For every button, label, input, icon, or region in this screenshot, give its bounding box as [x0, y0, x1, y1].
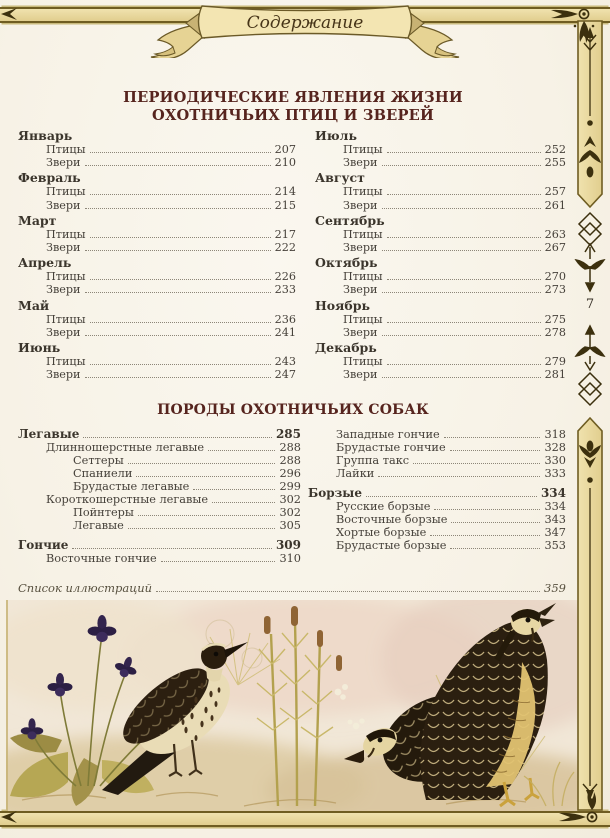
dot-leader	[85, 335, 271, 336]
toc-entry-page: 252	[544, 143, 566, 156]
toc-entry-label: Брудастые борзые	[336, 539, 447, 552]
toc-entry-page: 353	[544, 539, 566, 552]
dot-leader	[382, 292, 541, 293]
month-name: Июнь	[18, 340, 61, 356]
toc-entry-label: Звери	[46, 283, 81, 297]
toc-entry-page: 226	[274, 270, 296, 284]
dot-leader	[193, 489, 275, 490]
toc-entry	[315, 355, 566, 368]
toc-entry-label: Русские борзые	[336, 500, 431, 513]
dot-leader	[387, 322, 541, 323]
dot-leader	[387, 364, 541, 365]
toc-entry-label: Птицы	[343, 227, 383, 241]
dot-leader	[387, 279, 541, 280]
month-name: Октябрь	[315, 255, 378, 271]
dot-leader	[382, 208, 541, 209]
month-name: Апрель	[18, 255, 72, 271]
month-name: Август	[315, 170, 365, 186]
illustrations-list-entry	[18, 581, 566, 595]
toc-entry	[315, 228, 566, 241]
toc-entry-page: 243	[274, 355, 296, 369]
month-block	[18, 256, 296, 296]
toc-entry-label: Лайки	[336, 467, 375, 480]
toc-entry-page: 288	[279, 441, 301, 454]
toc-entry	[18, 428, 301, 441]
toc-entry	[308, 428, 566, 441]
toc-entry-page: 236	[274, 312, 296, 326]
toc-entry-label: Звери	[343, 198, 378, 212]
toc-entry	[315, 199, 566, 212]
toc-entry-page: 299	[279, 480, 301, 493]
toc-entry-label: Спаниели	[73, 467, 133, 480]
toc-entry-page: 309	[275, 538, 301, 552]
toc-entry-page: 273	[544, 283, 566, 297]
toc-entry-page: 279	[544, 355, 566, 369]
month-block	[18, 341, 296, 381]
toc-entry	[308, 441, 566, 454]
toc-entry	[315, 143, 566, 156]
toc-entry-label: Гончие	[18, 538, 69, 552]
illustration-left-rule	[6, 600, 8, 811]
page-number: 7	[585, 297, 595, 312]
toc-entry	[315, 326, 566, 339]
toc-entry	[18, 441, 301, 454]
dot-leader	[136, 476, 275, 477]
dot-leader	[90, 152, 271, 153]
toc-entry	[315, 156, 566, 169]
contents-ribbon-banner	[140, 0, 470, 58]
toc-entry-label: Птицы	[343, 270, 383, 284]
dot-leader	[366, 496, 537, 497]
toc-entry	[315, 241, 566, 254]
toc-entry-page: 215	[274, 198, 296, 212]
toc-entry	[315, 368, 566, 381]
month-block	[315, 341, 566, 381]
toc-entry-label: Птицы	[46, 227, 86, 241]
dot-leader	[128, 463, 276, 464]
dot-leader	[90, 322, 271, 323]
dogs-toc	[18, 428, 566, 578]
toc-entry-page: 233	[274, 283, 296, 297]
toc-entry	[18, 454, 301, 467]
dot-leader	[90, 194, 271, 195]
toc-entry	[18, 552, 301, 565]
month-block	[18, 299, 296, 339]
toc-entry	[18, 355, 296, 368]
toc-entry	[18, 506, 301, 519]
toc-entry-page: 275	[544, 312, 566, 326]
months-toc-left-column	[18, 129, 296, 383]
toc-entry	[18, 241, 296, 254]
toc-entry-page: 288	[279, 454, 301, 467]
dot-leader	[83, 437, 272, 438]
toc-entry-label: Хортые борзые	[336, 526, 427, 539]
dot-leader	[85, 377, 271, 378]
dot-leader	[212, 502, 275, 503]
month-block	[315, 214, 566, 254]
toc-entry-label: Легавые	[18, 427, 80, 441]
toc-entry-label: Западные гончие	[336, 428, 440, 441]
toc-entry-page: 255	[544, 156, 566, 170]
dot-leader	[450, 450, 541, 451]
dot-leader	[161, 561, 276, 562]
dot-leader	[85, 292, 271, 293]
dot-leader	[90, 364, 271, 365]
banner-title: Содержание	[246, 13, 364, 33]
toc-entry	[18, 467, 301, 480]
toc-entry-page: 241	[274, 325, 296, 339]
dot-leader	[90, 237, 271, 238]
toc-entry-page: 333	[544, 467, 566, 480]
toc-entry-label: Восточные гончие	[46, 552, 157, 565]
toc-entry-page: 305	[279, 519, 301, 532]
dot-leader	[387, 152, 541, 153]
month-name: Май	[18, 297, 50, 313]
month-name: Декабрь	[315, 340, 377, 356]
toc-entry-page: 343	[544, 513, 566, 526]
toc-entry-label: Птицы	[46, 355, 86, 369]
dot-leader	[72, 548, 272, 549]
toc-entry	[18, 156, 296, 169]
dot-leader	[451, 522, 540, 523]
dot-leader	[387, 237, 541, 238]
periodic-title-line1: ПЕРИОДИЧЕСКИЕ ЯВЛЕНИЯ ЖИЗНИ	[123, 89, 463, 106]
toc-entry	[308, 500, 566, 513]
toc-entry-page: 247	[274, 368, 296, 382]
toc-entry-label: Звери	[343, 241, 378, 255]
birds-watercolor-illustration	[6, 600, 578, 811]
toc-entry-page: 296	[279, 467, 301, 480]
toc-entry	[18, 493, 301, 506]
dot-leader	[128, 528, 276, 529]
toc-entry-label: Восточные борзые	[336, 513, 448, 526]
toc-entry-label: Птицы	[343, 185, 383, 199]
toc-entry	[18, 326, 296, 339]
toc-entry-page: 334	[540, 486, 566, 500]
toc-entry-page: 310	[279, 552, 301, 565]
month-block	[315, 299, 566, 339]
toc-entry-page: 347	[544, 526, 566, 539]
toc-entry-label: Звери	[46, 198, 81, 212]
toc-entry-page: 285	[275, 427, 301, 441]
toc-entry-label: Птицы	[46, 312, 86, 326]
toc-entry-label: Короткошерстные легавые	[46, 493, 209, 506]
dot-leader	[382, 250, 541, 251]
toc-entry-page: 318	[544, 428, 566, 441]
right-band-lower	[578, 418, 602, 810]
month-block	[18, 214, 296, 254]
toc-entry-page: 334	[544, 500, 566, 513]
toc-entry-page: 217	[274, 227, 296, 241]
toc-entry-page: 278	[544, 325, 566, 339]
dot-leader	[450, 548, 540, 549]
toc-entry	[18, 480, 301, 493]
right-band-upper	[578, 21, 602, 207]
toc-entry-page: 214	[274, 185, 296, 199]
month-name: Январь	[18, 128, 73, 143]
toc-entry-page: 302	[279, 493, 301, 506]
dot-leader	[138, 515, 276, 516]
toc-entry-label: Звери	[343, 156, 378, 170]
bottom-border-band	[0, 811, 610, 827]
toc-entry	[18, 283, 296, 296]
toc-entry-label: Звери	[343, 368, 378, 382]
month-name: Март	[18, 212, 57, 228]
toc-entry-label: Птицы	[46, 270, 86, 284]
toc-entry-page: 302	[279, 506, 301, 519]
toc-entry-page: 261	[544, 198, 566, 212]
dot-leader	[378, 476, 540, 477]
toc-entry-label: Борзые	[308, 486, 362, 500]
dot-leader	[382, 165, 541, 166]
month-name: Ноябрь	[315, 297, 370, 313]
toc-entry	[308, 513, 566, 526]
dot-leader	[90, 279, 271, 280]
toc-entry-label: Группа такс	[336, 454, 410, 467]
illustrations-list-label: Список иллюстраций	[18, 581, 153, 595]
toc-entry-page: 270	[544, 270, 566, 284]
toc-entry	[18, 199, 296, 212]
toc-entry-label: Звери	[343, 325, 378, 339]
toc-entry-label: Птицы	[46, 185, 86, 199]
toc-entry	[315, 283, 566, 296]
dogs-section-title: ПОРОДЫ ОХОТНИЧЬИХ СОБАК	[157, 402, 429, 418]
month-name: Февраль	[18, 170, 81, 186]
dot-leader	[208, 450, 275, 451]
toc-entry-page: 328	[544, 441, 566, 454]
dot-leader	[382, 377, 541, 378]
toc-entry	[18, 143, 296, 156]
toc-entry	[308, 539, 566, 552]
month-block	[315, 171, 566, 211]
dot-leader	[444, 437, 541, 438]
month-block	[18, 129, 296, 169]
toc-entry	[315, 185, 566, 198]
toc-entry-page: 267	[544, 241, 566, 255]
toc-entry-page: 210	[274, 156, 296, 170]
month-block	[315, 256, 566, 296]
toc-entry-label: Брудастые легавые	[73, 480, 190, 493]
toc-entry-page: 281	[544, 368, 566, 382]
toc-entry	[18, 368, 296, 381]
toc-entry-label: Птицы	[46, 143, 86, 156]
dot-leader	[382, 335, 541, 336]
toc-entry-label: Сеттеры	[73, 454, 124, 467]
toc-entry	[315, 313, 566, 326]
toc-entry-page: 207	[274, 143, 296, 156]
toc-entry-label: Птицы	[343, 143, 383, 156]
toc-entry-label: Длинношерстные легавые	[46, 441, 205, 454]
toc-entry	[308, 526, 566, 539]
toc-entry-label: Брудастые гончие	[336, 441, 446, 454]
periodic-title-line2: ОХОТНИЧЬИХ ПТИЦ И ЗВЕРЕЙ	[152, 106, 434, 124]
dogs-toc-left-column	[18, 428, 301, 565]
toc-entry	[18, 185, 296, 198]
toc-entry	[308, 467, 566, 480]
months-toc-right-column	[315, 129, 566, 383]
month-block	[18, 171, 296, 211]
toc-entry-page: 257	[544, 185, 566, 199]
toc-entry-label: Звери	[46, 156, 81, 170]
dot-leader	[85, 250, 271, 251]
dot-leader	[85, 165, 271, 166]
toc-entry-label: Звери	[46, 368, 81, 382]
dot-leader	[156, 591, 540, 592]
illustrations-list-page: 359	[544, 581, 566, 595]
toc-entry	[18, 539, 301, 552]
toc-entry	[18, 270, 296, 283]
toc-entry-label: Пойнтеры	[73, 506, 134, 519]
dot-leader	[387, 194, 541, 195]
months-toc	[18, 129, 566, 391]
toc-entry-page: 222	[274, 241, 296, 255]
dogs-toc-right-column	[308, 428, 566, 552]
month-name: Сентябрь	[315, 212, 385, 228]
month-name: Июль	[315, 128, 357, 143]
toc-entry	[18, 519, 301, 532]
toc-entry	[18, 313, 296, 326]
toc-entry	[308, 454, 566, 467]
dot-leader	[434, 509, 540, 510]
toc-entry	[308, 487, 566, 500]
toc-entry-label: Птицы	[343, 355, 383, 369]
dot-leader	[430, 535, 540, 536]
toc-entry-label: Звери	[343, 283, 378, 297]
dot-leader	[85, 208, 271, 209]
toc-entry-label: Звери	[46, 241, 81, 255]
toc-entry-label: Легавые	[73, 519, 124, 532]
periodic-section-title	[18, 89, 568, 124]
toc-entry-label: Звери	[46, 325, 81, 339]
toc-entry-label: Птицы	[343, 312, 383, 326]
toc-entry	[315, 270, 566, 283]
toc-entry-page: 263	[544, 227, 566, 241]
toc-entry	[18, 228, 296, 241]
month-block	[315, 129, 566, 169]
dot-leader	[413, 463, 540, 464]
toc-entry-page: 330	[544, 454, 566, 467]
